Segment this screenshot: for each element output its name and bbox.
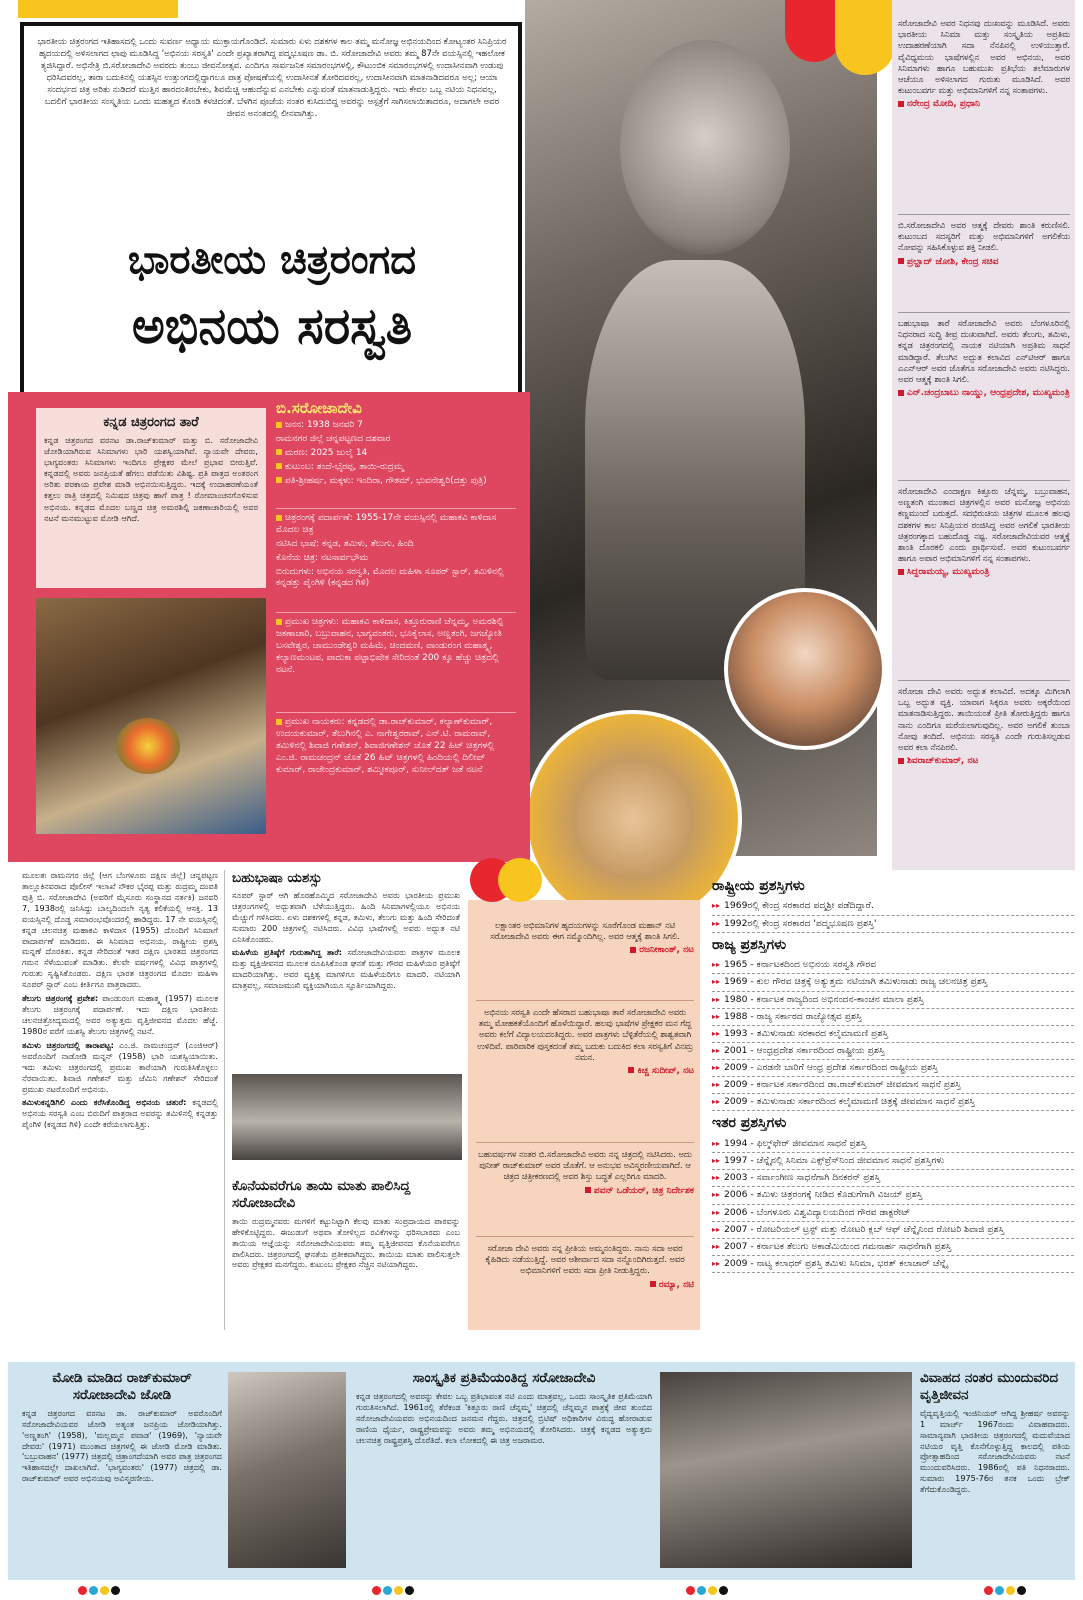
marriage-title: ವಿವಾಹದ ನಂತರ ಮುಂದುವರಿದ ವೃತ್ತಿಜೀವನ <box>920 1370 1059 1403</box>
footer-dots-2 <box>372 1586 416 1600</box>
arrow-icon: ▸▸ <box>712 1138 721 1148</box>
bullet-square-icon <box>276 719 282 725</box>
headline-line2: ಅಭಿನಯ ಸರಸ್ವತಿ <box>131 296 413 355</box>
quote-decor-yellow <box>498 858 542 902</box>
tribute-4 <box>898 486 1070 579</box>
award-row: ▸▸ 2006 - ತಮಿಳು ಚಿತ್ರರಂಗಕ್ಕೆ ನೀಡಿದ ಕೊಡುಗೆಗಾಗಿ ವಿಜಯ್ ಪ್ರಶಸ್ತಿ <box>712 1187 1074 1204</box>
arrow-icon: ▸▸ <box>712 918 721 928</box>
arrow-icon: ▸▸ <box>712 901 721 911</box>
tribute-2-attr: ಪ್ರಲ್ಹಾದ್ ಜೋಶಿ, ಕೇಂದ್ರ ಸಚಿವ <box>898 257 1070 269</box>
arrow-icon: ▸▸ <box>712 1258 721 1268</box>
award-row: ▸▸ 1997 - ಚೆನ್ನೈನಲ್ಲಿ ಸಿನಿಮಾ ಎಕ್ಸ್‌ಪ್ರೆಸ್‌ನಿಂದ ಜೀವಮಾನ ಸಾಧನೆ ಪ್ರಶಸ್ತಿಗಳು <box>712 1153 1074 1170</box>
culture-section <box>356 1370 652 1445</box>
arrow-icon: ▸▸ <box>712 1190 721 1200</box>
last-section-text: ತಾಯಿ ರುದ್ರಮ್ಮನವರು ಮಗಳಿಗೆ ಕಟ್ಟುನಿಟ್ಟಾಗಿ ಕೆಲವು ಮಾತು ಸಂಪ್ರದಾಯದ ಪಾಠವನ್ನು ಹೇಳಿಕೊಟ್ಟಿದ್ದರು. ಈಜುಡುಗೆ ಅಥವಾ ತೋಳಿಲ್ಲದ ರವಿಕೆಗಳನ್ನು ಧರಿಸಬಾರದು ಎಂಬ ತಾಯಿಯ ಆಜ್ಞೆಯನ್ನು ಸರೋಜಾದೇವಿಯವರು ತಮ್ಮ ವೃತ್ತಿಜೀವನದ ಕೊನೆಯವರೆಗೂ ಪಾಲಿಸಿದರು. ಚಿತ್ರರಂಗದಲ್ಲಿ ಘನತೆಯ ಪ್ರತೀಕವಾಗಿದ್ದರು. ತಾಯಿಯ ಮಾತು ಪಾಲಿಸುತ್ತಲೇ ಅವರು ಪ್ರೇಕ್ಷಕರ ಮನಗೆದ್ದರು. ಕುಟುಂಬ ಪ್ರೇಕ್ಷಕರ ನೆಚ್ಚಿನ ನಟಿಯಾಗಿದ್ದರು. <box>232 1215 460 1270</box>
bullet-square-icon <box>585 1187 591 1193</box>
quote-3-attr: ಪವನ್ ಒಡೆಯರ್, ಚಿತ್ರ ನಿರ್ದೇಶಕ <box>476 1186 694 1198</box>
tribute-5 <box>898 686 1070 768</box>
tribute-1-attr: ನರೇಂದ್ರ ಮೋದಿ, ಪ್ರಧಾನಿ <box>898 99 1070 111</box>
arrow-icon: ▸▸ <box>712 1097 721 1107</box>
bullet-square-icon <box>276 477 282 483</box>
quote-4-text: ಸರೋಜಾ ದೇವಿ ಅವರು ನನ್ನ ಪ್ರೀತಿಯ ಅಮ್ಮನಂತಿದ್ದರು. ನಾನು ಸದಾ ಅವರ ಕೈಹಿಡಿದು ನಡೆಯುತ್ತಿದ್ದೆ. ಅವರ ಆಶೀರ್ವಾದ ಸದಾ ನನ್ನೊಂದಿಗಿರುತ್ತದೆ. ಅವರ ಅಭಿಮಾನಿಗಳಿಗೆ ಅವರು ಸದಾ ಪ್ರೀತಿ ನೀಡುತ್ತಿದ್ದರು. <box>485 1243 685 1276</box>
bullet-square-icon <box>276 463 282 469</box>
national-awards-title: ರಾಷ್ಟ್ರೀಯ ಪ್ರಶಸ್ತಿಗಳು <box>712 878 805 894</box>
award-row: ▸▸ 2003 - ಸರ್ವಾಂಗೀಣ ಸಾಧನೆಗಾಗಿ ದಿನಕರನ್ ಪ್ರಶಸ್ತಿ <box>712 1170 1074 1187</box>
award-row: ▸▸ 2009 - ಕರ್ನಾಟಕ ಸರ್ಕಾರದಿಂದ ಡಾ.ರಾಜ್‌ಕುಮಾರ್ ಜೀವಮಾನ ಸಾಧನೆ ಪ್ರಶಸ್ತಿ <box>712 1077 1074 1094</box>
multilingual-heading-2: ಮಹಿಳೆಯ ಪ್ರತಿಷ್ಠೆಗೆ ಗುರುತಾಗಿದ್ದ ತಾರೆ: <box>232 947 343 958</box>
quote-1-text: ಲಕ್ಷಾಂತರ ಅಭಿಮಾನಿಗಳ ಹೃದಯಗಳನ್ನು ಸೂರೆಗೊಂಡ ಮಹಾನ್ ನಟಿ ಸರೋಜಾದೇವಿ ಅವರು ಈಗ ನಮ್ಮೊಂದಿಗಿಲ್ಲ. ಅವರ ಆತ್ಮಕ್ಕೆ ಶಾಂತಿ ಸಿಗಲಿ. <box>490 920 680 942</box>
pair-text: ಕನ್ನಡ ಚಿತ್ರರಂಗದ ವರನಟ ಡಾ. ರಾಜ್‌ಕುಮಾರ್ ಅವರೊಂದಿಗೆ ಸರೋಜಾದೇವಿಯವರ ಜೋಡಿ ಅತ್ಯಂತ ಜನಪ್ರಿಯ ಜೋಡಿಯಾಗಿತ್ತು. 'ಅಣ್ಣತಂಗಿ' (1958), 'ಮಲ್ಲಮ್ಮನ ಪವಾಡ' (1969), 'ನ್ಯಾಯವೇ ದೇವರು' (1971) ಮುಂತಾದ ಚಿತ್ರಗಳಲ್ಲಿ ಈ ಜೋಡಿ ಮೋಡಿ ಮಾಡಿತು. 'ಬಬ್ರುವಾಹನ' (1977) ಚಿತ್ರದಲ್ಲಿ ಚಿತ್ರಾಂಗದೆಯಾಗಿ ಅವರ ಪಾತ್ರ ಚಿತ್ರರಂಗದ ಇತಿಹಾಸದಲ್ಲೇ ದಾಖಲಾಗಿದೆ. 'ಭಾಗ್ಯವಂತರು' (1977) ಚಿತ್ರದಲ್ಲಿ ಡಾ. ರಾಜ್‌ಕುಮಾರ್ ಅವರ ಅಭಿನಯವು ಅವಿಸ್ಮರಣೀಯ. <box>22 1407 222 1484</box>
tribute-4-attr: ಸಿದ್ದರಾಮಯ್ಯ, ಮುಖ್ಯಮಂತ್ರಿ <box>898 567 1070 579</box>
group-event-photo <box>232 1074 462 1160</box>
kannada-star-box <box>36 408 266 588</box>
tribute-divider <box>898 214 1070 215</box>
felicitation-photo <box>36 598 266 834</box>
footer-dots-1 <box>78 1586 122 1600</box>
award-handover-photo <box>660 1372 912 1568</box>
tamil-text-2: ಕನ್ನಡದಲ್ಲಿ ಅಭಿನಯ ಸರಸ್ವತಿ ಎಂಬ ಬಿರುದಿಗೆ ಪಾತ್ರರಾದ ಅವರನ್ನು ತಮಿಳಿನಲ್ಲಿ ಕನ್ನಡತ್ತು ಪೈಂಗಿಳಿ (ಕನ್ನಡದ ಗಿಳಿ) ಎಂದೇ ಕರೆಯಲಾಗುತ್ತಿತ್ತು. <box>22 1097 218 1130</box>
quote-4-attr: ರಮ್ಯಾ, ನಟಿ <box>476 1280 694 1292</box>
tribute-3-text: ಬಹುಭಾಷಾ ತಾರೆ ಸರೋಜಾದೇವಿ ಅವರು ಬೆಂಗಳೂರಿನಲ್ಲಿ ನಿಧನರಾದ ಸುದ್ದಿ ತೀವ್ರ ದುಃಖವಾಗಿದೆ. ಅವರು ತೆಲುಗು, ತಮಿಳು, ಕನ್ನಡ ಚಿತ್ರರಂಗದಲ್ಲಿ ನಾಯಕ ನಟಿಯಾಗಿ ಅಪ್ರತಿಮ ಸಾಧನೆ ಮಾಡಿದ್ದಾರೆ. ತೆಲುಗಿನ ಅದ್ಭುತ ಕಲಾವಿದ ಎನ್‌ಟಿಆರ್ ಹಾಗೂ ಎಎನ್‌ಆರ್ ಅವರ ಜೊತೆಗೂ ಸರೋಜಾದೇವಿ ಅವರು ನಟಿಸಿದ್ದರು. ಅವರ ಆತ್ಮಕ್ಕೆ ಶಾಂತಿ ಸಿಗಲಿ. <box>898 318 1070 384</box>
multilingual-title: ಬಹುಭಾಷಾ ಯಶಸ್ಸು <box>232 870 323 886</box>
state-awards-title: ರಾಜ್ಯ ಪ್ರಶಸ್ತಿಗಳು <box>712 936 787 953</box>
award-row: ▸▸ 1969 - ಕುಲ ಗೌರವ ಚಿತ್ರಕ್ಕೆ ಅತ್ಯುತ್ತಮ ನಟಿಯಾಗಿ ತಮಿಳುನಾಡು ರಾಜ್ಯ ಚಲನಚಿತ್ರ ಪ್ರಶಸ್ತಿ <box>712 974 1074 991</box>
award-row: ▸▸ 1969ರಲ್ಲಿ ಕೇಂದ್ರ ಸರಕಾರದ ಪದ್ಮಶ್ರೀ ಪಡೆದಿದ್ದಾರೆ. <box>712 898 1074 915</box>
award-row: ▸▸ 1993 - ತಮಿಳುನಾಡು ಸರಕಾರದ ಕಲೈಮಾಮಣಿ ಪ್ರಶಸ್ತಿ <box>712 1026 1074 1043</box>
tamil-heading: ತಮಿಳು ಚಿತ್ರರಂಗದಲ್ಲಿ ತಾರಾಪಟ್ಟ: <box>22 1039 114 1050</box>
tribute-4-text: ಸರೋಜಾದೇವಿ ಎಂದಾಕ್ಷಣ ಕಿತ್ತೂರು ಚೆನ್ನಮ್ಮ, ಬಬ್ರುವಾಹನ, ಅಣ್ಣತಂಗಿ ಮುಂತಾದ ಚಿತ್ರಗಳಲ್ಲಿನ ಅವರ ಮನೋಜ್ಞ ಅಭಿನಯ ಕಣ್ಣಮುಂದೆ ಬರುತ್ತದೆ. ಸದಭಿರುಚಿಯ ಚಿತ್ರಗಳ ಮೂಲಕ ಹಲವು ದಶಕಗಳ ಕಾಲ ಸಿನಿಪ್ರಿಯರ ರಂಜಿಸಿದ್ದ ಅವರ ಅಗಲಿಕೆ ಭಾರತೀಯ ಚಿತ್ರರಂಗಕ್ಕಾದ ಬಹುದೊಡ್ಡ ನಷ್ಟ. ಸರೋಜಾದೇವಿಯವರ ಆತ್ಮಕ್ಕೆ ಶಾಂತಿ ದೊರಕಲಿ ಎಂದು ಪ್ರಾರ್ಥಿಸುವೆ. ಅವರ ಕುಟುಂಬವರ್ಗ ಹಾಗೂ ಅಪಾರ ಅಭಿಮಾನಿಗಳಿಗೆ ನನ್ನ ಸಂತಾಪಗಳು. <box>898 486 1070 564</box>
tribute-divider <box>898 680 1070 681</box>
bullet-square-icon <box>898 101 904 107</box>
multilingual-column <box>232 870 460 991</box>
quote-2-attr: ಕಿಚ್ಚ ಸುದೀಪ್, ನಟ <box>476 1066 694 1078</box>
arrow-icon: ▸▸ <box>712 977 721 987</box>
awards-column <box>712 874 1074 1273</box>
other-awards-title: ಇತರ ಪ್ರಶಸ್ತಿಗಳು <box>712 1115 787 1132</box>
profile-costars: ಪ್ರಮುಖ ನಾಯಕರು: ಕನ್ನಡದಲ್ಲಿ ಡಾ.ರಾಜ್‌ಕುಮಾರ್, ಕಲ್ಯಾಣ್‌ಕುಮಾರ್, ಉದಯಕುಮಾರ್, ತೆಲುಗಿನಲ್ಲಿ ಎ. ನಾಗೇಶ್ವರರಾವ್, ಎನ್.ಟಿ. ರಾಮರಾವ್, ತಮಿಳಿನಲ್ಲಿ ಶಿವಾಜಿ ಗಣೇಶನ್, ಶಿವಾಜಿಗಣೇಶನ್ ಜೊತೆ 22 ಹಿಟ್ ಚಿತ್ರಗಳಲ್ಲಿ ಎಂ.ಜಿ. ರಾಮಚಂದ್ರನ್ ಜೊತೆ 26 ಹಿಟ್ ಚಿತ್ರಗಳಲ್ಲಿ ಹಿಂದಿಯಲ್ಲಿ ದಿಲೀಪ್ ಕುಮಾರ್, ರಾಜೇಂದ್ರಕುಮಾರ್, ಶಮ್ಮೀಕಪೂರ್, ಸುನೀಲ್‌ದತ್ ಜತೆ ನಟನೆ <box>276 712 516 776</box>
tribute-2-text: ಬಿ.ಸರೋಜಾದೇವಿ ಅವರ ಆತ್ಮಕ್ಕೆ ದೇವರು ಶಾಂತಿ ಕರುಣಿಸಲಿ. ಕುಟುಂಬದ ಸದಸ್ಯರಿಗೆ ಮತ್ತು ಅಭಿಮಾನಿಗಳಿಗೆ ಅಗಲಿಕೆಯ ನೋವನ್ನು ಸಹಿಸಿಕೊಳ್ಳುವ ಶಕ್ತಿ ನೀಡಲಿ. <box>898 220 1070 253</box>
tribute-divider <box>898 480 1070 481</box>
tribute-5-attr: ಶಿವರಾಜ್‌ಕುಮಾರ್, ನಟ <box>898 756 1070 768</box>
telugu-heading: ತೆಲುಗು ಚಿತ್ರರಂಗಕ್ಕೆ ಪ್ರವೇಶ: <box>22 993 99 1004</box>
award-row: ▸▸ 1988 - ರಾಜ್ಯ ಸರ್ಕಾರದ ರಾಜ್ಯೋತ್ಸವ ಪ್ರಶಸ್ತಿ <box>712 1009 1074 1026</box>
tribute-divider <box>898 312 1070 313</box>
pair-section <box>22 1370 222 1484</box>
profile-films: ಪ್ರಮುಖ ಚಿತ್ರಗಳು: ಮಹಾಕವಿ ಕಾಳಿದಾಸ, ಕಿತ್ತೂರುರಾಣಿ ಚೆನ್ನಮ್ಮ, ಅಮರಶಿಲ್ಪಿ ಜಕಣಾಚಾರಿ, ಬಬ್ರುವಾಹನ, ಭಾಗ್ಯವಂತರು, ಭೂಕೈಲಾಸ, ಅಣ್ಣತಂಗಿ, ಜಗಜ್ಯೋತಿ ಬಸವೇಶ್ವರ, ಚಾಮುಂಡೇಶ್ವರಿ ಮಹಿಮೆ, ಚಿಂದಮಣಿ, ಪಾಂಡುರಂಗ ಮಹಾತ್ಮ್ಯ, ಕಲ್ಯಾಣಮಂಟಪ, ಪಾದುಕಾ ಪಟ್ಟಾಭಿಷೇಕ ಸೇರಿದಂತೆ 200 ಕ್ಕೂ ಹೆಚ್ಚು ಚಿತ್ರದಲ್ಲಿ ನಟನೆ. <box>276 612 516 676</box>
arrow-icon: ▸▸ <box>712 1173 721 1183</box>
quote-2-text: ಅಭಿನಯ ಸರಸ್ವತಿ ಎಂದೇ ಹೆಸರಾದ ಬಹುಭಾಷಾ ತಾರೆ ಸರೋಜಾದೇವಿ ಅವರು ತಮ್ಮ ಮೋಹಕತೆಯೊಂದಿಗೆ ಹೊಳೆಯಿದ್ದಾರೆ. ಹಲವು ಭಾಷೆಗಳ ಪ್ರೇಕ್ಷಕರ ಮನ ಗೆದ್ದ ಅವರು ಕಲೆಗೆ ವಿದ್ಯಾಲಯದಂತಿದ್ದರು. ಅವರ ಪಾತ್ರಗಳು ಬೆಳ್ಳಿತೆರೆಯಲ್ಲಿ ಶಾಶ್ವತವಾಗಿ ಉಳಿದಿವೆ. ಪಾರಿವಾರಿಕ ಪುಸ್ತಕದಂತೆ ತಮ್ಮ ಬದುಕು ಬದುಕಿದ ಕಲಾ ಸರಸ್ವತಿಗೆ ವಿನಮ್ರ ನಮನ. <box>477 1007 693 1062</box>
telugu-text: ಪಾಂಡುರಂಗ ಮಹಾತ್ಮ್ಯ (1957) ಮೂಲಕ ತೆಲುಗು ಚಿತ್ರರಂಗಕ್ಕೆ ಪದಾರ್ಪಣೆ. ಇದು ದಕ್ಷಿಣ ಭಾರತೀಯ ಚಲನಚಿತ್ರೋದ್ಯಮದಲ್ಲಿ ಅವರ ಅತ್ಯುತ್ತಮ ವೃತ್ತಿಜೀವನದ ಮೊದಲ ಹೆಜ್ಜೆ. 1980ರ ವರೆಗೆ ಯಶಸ್ವಿ ತೆಲುಗು ಚಿತ್ರಗಳಲ್ಲಿ ನಟನೆ. <box>22 993 218 1036</box>
headline-line1: ಭಾರತೀಯ ಚಿತ್ರರಂಗದ <box>127 236 417 283</box>
last-section-title: ಕೊನೆಯವರೆಗೂ ತಾಯಿ ಮಾತು ಪಾಲಿಸಿದ್ದ ಸರೋಜಾದೇವಿ <box>232 1178 411 1211</box>
kannada-star-text: ಕನ್ನಡ ಚಿತ್ರರಂಗದ ವರನಟ ಡಾ.ರಾಜ್‌ಕುಮಾರ್ ಮತ್ತು ಬಿ. ಸರೋಜಾದೇವಿ ಜೋಡಿಯಾಗಿರುವ ಸಿನಿಮಾಗಳು ಭಾರಿ ಯಶಸ್ವಿಯಾಗಿವೆ. ನ್ಯಾಯವೇ ದೇವರು, ಭಾಗ್ಯವಂತರು ಸಿನಿಮಾಗಳು ಇಂದಿಗೂ ಪ್ರೇಕ್ಷಕರ ಮೇಲೆ ಪ್ರಭಾವ ಬೀರುತ್ತಿವೆ. ಕನ್ನಡದಲ್ಲಿ ಅವರು ಜನಪ್ರಿಯತೆ ಹೆಗಲು ಪಡೆಯಿತು ವಿಶಿಷ್ಟ. ಪ್ರತಿ ಪಾತ್ರದ ಅಂತರಂಗ ಅರಿತು ಪರಕಾಯ ಪ್ರವೇಶ ಮಾಡಿ ಅಭಿನಯಿಸುತ್ತಿದ್ದರು. ಇದಕ್ಕೆ ಉದಾಹರಣೆಯಂತೆ ಕತ್ತಲು ರಾತ್ರಿ ಚಿತ್ರದಲ್ಲಿ ನಿಮಿಷದ ಚಿತ್ರವು ಹಾಗೆ ಪಾತ್ರ ! ರೋಮಾಂಚನಗೊಳಿಸುವ ಅಭಿನಯ. ಕನ್ನಡದ ಮೊದಲ ಬಣ್ಣದ ಚಿತ್ರ ಅಮರಶಿಲ್ಪಿ ಜಕಣಾಚಾರಿಯಲ್ಲಿ ಅವರ ನಟನೆ ಮನಮುಟ್ಟುವ ಮೋಡಿ ಆಗಿದೆ. <box>44 435 258 523</box>
award-row: ▸▸ 1980 - ಕರ್ನಾಟಕ ರಾಜ್ಯದಿಂದ ಅಭಿನಂದನ-ಕಾಂಚನ ಮಾಲಾ ಪ್ರಶಸ್ತಿ <box>712 992 1074 1009</box>
quote-3 <box>476 1142 694 1197</box>
award-row: ▸▸ 2009 - ತಮಿಳುನಾಡು ಸರ್ಕಾರದಿಂದ ಕಲೈಮಾಮಣಿ ಚಿತ್ರಕ್ಕೆ ಜೀವಮಾನ ಸಾಧನೆ ಪ್ರಶಸ್ತಿ <box>712 1094 1074 1111</box>
young-actress-photo <box>228 1372 346 1568</box>
tribute-1-text: ಸರೋಜಾದೇವಿ ಅವರ ನಿಧನವು ದುಃಖವನ್ನು ಮೂಡಿಸಿದೆ. ಅವರು ಭಾರತೀಯ ಸಿನಿಮಾ ಮತ್ತು ಸಂಸ್ಕೃತಿಯ ಅಪ್ರತಿಮ ಉದಾಹರಣೆಯಾಗಿ ಸದಾ ನೆನಪಿನಲ್ಲಿ ಉಳಿಯುತ್ತಾರೆ. ವೈವಿಧ್ಯಮಯ ಭಾಷೆಗಳಲ್ಲಿನ ಅವರ ಅಭಿನಯ, ಅವರ ಸಿನಿಮಾಗಳು ಹಾಗೂ ಬಹುಮುಖ ಪ್ರತಿಭೆಯ ತಲೆಮಾರುಗಳ ಆಚೆಯೂ ಅಳಿಸಲಾಗದ ಗುರುತು ಮೂಡಿಸಿದೆ. ಅವರ ಕುಟುಂಬವರ್ಗ ಮತ್ತು ಅಭಿಮಾನಿಗಳಿಗೆ ನನ್ನ ಸಂತಾಪಗಳು. <box>898 18 1070 96</box>
bullet-square-icon <box>276 515 282 521</box>
young-portrait-photo <box>724 588 886 750</box>
profile-facts: ಜನನ: 1938 ಜನವರಿ 7 ರಾಮನಗರ ಜಿಲ್ಲೆ ಚನ್ನಪಟ್ಟಣದ ದಶವಾರ ಮರಣ: 2025 ಜುಲೈ 14 ಕುಟುಂಬ: ತಂದೆ-ಭೈರಪ್ಪ, ತಾಯಿ-ರುದ್ರಮ್ಮ ಪತಿ-ಶ್ರೀಹರ್ಷ, ಮಕ್ಕಳು: ಇಂದಿರಾ, ಗೌತಮ್, ಭುವನೇಶ್ವರಿ(ದತ್ತು ಪುತ್ರಿ) <box>276 420 487 486</box>
decor-yellow-circle <box>835 0 895 75</box>
bullet-square-icon <box>898 758 904 764</box>
marriage-section <box>920 1370 1070 1495</box>
bullet-square-icon <box>898 258 904 264</box>
pair-title: ಮೋಡಿ ಮಾಡಿದ ರಾಜ್‌ಕುಮಾರ್ ಸರೋಜಾದೇವಿ ಜೋಡಿ <box>52 1370 192 1403</box>
bullet-square-icon <box>276 449 282 455</box>
bullet-square-icon <box>628 1067 634 1073</box>
award-row: ▸▸ 2007 - ಕರ್ನಾಟಕ ತೆಲುಗು ಅಕಾಡೆಮಿಯಿಂದ ಗಮನಾರ್ಹ ಸಾಧನೆಗಾಗಿ ಪ್ರಶಸ್ತಿ <box>712 1239 1074 1256</box>
footer-dots-4 <box>984 1586 1028 1600</box>
arrow-icon: ▸▸ <box>712 994 721 1004</box>
bullet-square-icon <box>898 569 904 575</box>
arrow-icon: ▸▸ <box>712 1207 721 1217</box>
quote-4 <box>476 1236 694 1291</box>
biography-text: ಮೂಲತಃ ರಾಮನಗರ ಜಿಲ್ಲೆ (ಆಗ ಬೆಂಗಳೂರು ದಕ್ಷಿಣ ಜಿಲ್ಲೆ) ಚನ್ನಪಟ್ಟಣ ತಾಲ್ಲೂಕಿನವರಾದ ಪೊಲೀಸ್ ಇಲಾಖೆ ನೌಕರ ಭೈರಪ್ಪ ಮತ್ತು ರುದ್ರಮ್ಮ ದಂಪತಿ ಪುತ್ರಿ ಬಿ. ಸರೋಜಾದೇವಿ (ಅವರಿಗೆ ಮೈಸೂರು ಸಂಸ್ಥಾನದ ನರ್ತಕಿ) ಜನವರಿ 7, 1938ರಲ್ಲಿ ಜನಿಸಿದ್ದು ಬಾಲ್ಯದಿಂದಲೇ ನೃತ್ಯ ಕಲಿಕೆಯಲ್ಲಿ ಆಸಕ್ತಿ. 13 ವಯಸ್ಸಿನಲ್ಲಿ ದೊಡ್ಡ ಸಮಾರಂಭವೊಂದರಲ್ಲಿ ಹಾಡಿದ್ದರು. 17 ನೇ ವಯಸ್ಸಿನಲ್ಲಿ ಕನ್ನಡ ಚಲನಚಿತ್ರ ಮಹಾಕವಿ ಕಾಳಿದಾಸ (1955) ದೊಂದಿಗೆ ಸಿನಿಮಾಗೆ ಪಾದಾರ್ಪಣೆ ಮಾಡಿದರು. ಈ ಸಿನಿಮಾದ ಅಭಿನಯ, ರಾಷ್ಟ್ರೀಯ ಪ್ರಶಸ್ತಿ ಮನ್ನಣೆ ದೊರಕಿತು. ಕನ್ನಡ ಸೇರಿದಂತೆ ಇತರ ದಕ್ಷಿಣ ಭಾರತದ ಚಿತ್ರರಂಗದ ಗಮನ ಸೆಳೆಯುವಂತೆ ಮಾಡಿತು. ಕೆಲವೇ ವರ್ಷಗಳಲ್ಲಿ ವಿವಿಧ ಪಾತ್ರಗಳಲ್ಲಿ ಗುರುತು ಸೃಷ್ಟಿಸಿಕೊಂಡರು. ದಕ್ಷಿಣ ಭಾರತ ಚಿತ್ರರಂಗದ ಮೊದಲ ಮಹಿಳಾ ಸೂಪರ್ ಸ್ಟಾರ್ ಎಂಬ ಕೀರ್ತಿಗೂ ಪಾತ್ರರಾದರು. <box>22 870 218 990</box>
award-row: ▸▸ 1965 - ಕರ್ನಾಟಕದಿಂದ ಅಭಿನಯ ಸರಸ್ವತಿ ಗೌರವ <box>712 957 1074 974</box>
footer-dots-3 <box>686 1586 730 1600</box>
arrow-icon: ▸▸ <box>712 1011 721 1021</box>
last-section <box>232 1178 460 1270</box>
kannada-star-title: ಕನ್ನಡ ಚಿತ್ರರಂಗದ ತಾರೆ <box>103 415 199 430</box>
tamil-heading-2: ತಮಿಳುಕನ್ನಡಿಗಿಲಿ ಎಂದು ಕರೆಸಿಕೊಂಡಿದ್ದ ಅಭಿನಯ ಚತುರೆ: <box>22 1097 187 1108</box>
bullet-square-icon <box>650 1281 656 1287</box>
marriage-text: ವೈದ್ಯವೃತ್ತಿಯಲ್ಲಿ ಇಂಜಿನಿಯರ್ ಆಗಿದ್ದ ಶ್ರೀಹರ್ಷ ಅವರನ್ನು 1 ಮಾರ್ಚ್ 1967ರಂದು ವಿವಾಹವಾದರು. ಸಾಮಾನ್ಯವಾಗಿ ಭಾರತೀಯ ಚಿತ್ರರಂಗದಲ್ಲಿ ಮದುವೆಯಾದ ನಟಿಯರ ವೃತ್ತಿ ಕೊನೆಗೊಳ್ಳುತ್ತಿದ್ದ ಕಾಲದಲ್ಲಿ ಪತಿಯ ಪ್ರೋತ್ಸಾಹದಿಂದ ಸರೋಜಾದೇವಿಯವರು ನಟನೆ ಮುಂದುವರಿಸಿದರು. 1986ರಲ್ಲಿ ಪತಿ ನಿಧನರಾದರು. ಸುಮಾರು 1975-76ರ ತನಕ ಒಂದು ಬ್ರೇಕ್ ತೆಗೆದುಕೊಂಡಿದ್ದರು. <box>920 1407 1070 1495</box>
multilingual-text-2: ಸರೋಜಾದೇವಿಯವರು ಪಾತ್ರಗಳ ಮೂಲಕ ಮತ್ತು ವ್ಯಕ್ತಿಜೀವನದ ಮೂಲಕ ರೂಪಿಸಿಕೊಂಡ ಘನತೆ ಮತ್ತು ಗೌರವ ಮಹಿಳೆಯರ ಪ್ರತಿಷ್ಠೆಗೆ ಮಾದರಿಯಾಗಿತ್ತು. ಅವರ ವ್ಯಕ್ತಿತ್ವ ಮಾಗಳಿಗೂ ಮಹಿಳೆಯರಿಗೂ ಮಾದರಿ. ನಟಿಯಾಗಿ ಮಾತ್ರವಲ್ಲ, ಸಮಾಜಮುಖಿ ವ್ಯಕ್ತಿಯಾಗಿಯೂ ಸ್ಫೂರ್ತಿಯಾಗಿದ್ದರು. <box>232 947 460 991</box>
award-row: ▸▸ 2009 - ಎರಡನೇ ಬಾರಿಗೆ ಆಂಧ್ರ ಪ್ರದೇಶ ಸರ್ಕಾರದಿಂದ ರಾಷ್ಟ್ರೀಯ ಪ್ರಶಸ್ತಿ <box>712 1060 1074 1077</box>
award-row: ▸▸ 2007 - ರೋಟರಿಯಲ್ ಟ್ರಸ್ಟ್ ಮತ್ತು ರೋಟರಿ ಕ್ಲಬ್ ಆಫ್ ಚೆನ್ನೈನಿಂದ ರೋಟರಿ ಶಿವಾಜಿ ಪ್ರಶಸ್ತಿ <box>712 1222 1074 1239</box>
multilingual-text: ಸೂಪರ್ ಸ್ಟಾರ್ ಆಗಿ ಹೊರಹೊಮ್ಮಿದ ಸರೋಜಾದೇವಿ ಅವರು ಭಾರತೀಯ ಪ್ರಮುಖ ಚಿತ್ರರಂಗಗಳಲ್ಲಿ ಅದ್ಭುತವಾಗಿ ಬೆಳೆಯುತ್ತಿದ್ದರು. ಹಿಂದಿ ಸಿನಿಮಾಗಳಲ್ಲಿಯೂ ಅಭಿನಯ ಮೆಚ್ಚುಗೆ ಗಳಿಸಿದರು. ಏಳು ದಶಕಗಳಲ್ಲಿ ಕನ್ನಡ, ತಮಿಳು, ತೆಲುಗು ಮತ್ತು ಹಿಂದಿ ಸೇರಿದಂತೆ ಸುಮಾರು 200 ಚಿತ್ರಗಳಲ್ಲಿ ನಟಿಸಿದರು. ವಿವಿಧ ಭಾಷೆಗಳಲ್ಲಿ ಅವರು ಅದ್ಭುತ ನಟಿ ಎನಿಸಿಕೊಂಡರು. <box>232 889 460 944</box>
arrow-icon: ▸▸ <box>712 1028 721 1038</box>
arrow-icon: ▸▸ <box>712 1241 721 1251</box>
arrow-icon: ▸▸ <box>712 1063 721 1073</box>
tamil-text: ಎಂ.ಜಿ. ರಾಮಚಂದ್ರನ್ (ಎಂಜಿಆರ್) ಅವರೊಂದಿಗೆ ನಾಡೋಡಿ ಮನ್ನನ್ (1958) ಭಾರಿ ಯಶಸ್ವಿಯಾಯಿತು. ಇದು ತಮಿಳು ಚಿತ್ರರಂಗದಲ್ಲಿ ಪ್ರಮುಖ ತಾರೆಯಾಗಿ ಗುರುತಿಸಿಕೊಳ್ಳಲು ನೆರವಾಯಿತು. ಶಿವಾಜಿ ಗಣೇಶನ್ ಮತ್ತು ಜೆಮಿನಿ ಗಣೇಶನ್ ಸೇರಿದಂತೆ ಪ್ರಮುಖ ನಟರೊಂದಿಗೆ ಅಭಿನಯ. <box>22 1039 219 1094</box>
bullet-square-icon <box>898 390 904 396</box>
biography-column <box>22 870 218 1332</box>
award-row: ▸▸ 2009 - ನಾಟ್ಯ ಕಲಾಧರ್ ಪ್ರಶಸ್ತಿ ತಮಿಳು ಸಿನಿಮಾ, ಭರತ್ ಕಲಾಚಾರ್ ಚೆನ್ನೈ <box>712 1256 1074 1273</box>
arrow-icon: ▸▸ <box>712 1080 721 1090</box>
arrow-icon: ▸▸ <box>712 1224 721 1234</box>
arrow-icon: ▸▸ <box>712 1045 721 1055</box>
award-row: ▸▸ 2006 - ಬೆಂಗಳೂರು ವಿಶ್ವವಿದ್ಯಾಲಯದಿಂದ ಗೌರವ ಡಾಕ್ಟರೇಟ್ <box>712 1205 1074 1222</box>
quote-2 <box>476 1000 694 1078</box>
quote-1 <box>476 920 694 957</box>
tribute-5-text: ಸರೋಜಾ ದೇವಿ ಅವರು ಅದ್ಭುತ ಕಲಾವಿದೆ. ಅದಕ್ಕೂ ಮಿಗಿಲಾಗಿ ಒಬ್ಬ ಅದ್ಭುತ ವ್ಯಕ್ತಿ. ಯಾವಾಗ ಸಿಕ್ಕರೂ ಅವರು ಅಕ್ಕರೆಯಿಂದ ಮಾತನಾಡಿಸುತ್ತಿದ್ದರು. ತಾಯಿಯಂತೆ ಪ್ರೀತಿ ತೋರುತ್ತಿದ್ದರು ಹಾಗೂ ನಾನು ಎಂದಿಗೂ ಮರೆಯಲಾಗುವುದಿಲ್ಲ. ಅವರ ಅಗಲಿಕೆ ತುಂಬಾ ನೋವು ತಂದಿದೆ. ಅಭಿನಯ ಸರಸ್ವತಿ ಎಂದೇ ಗುರುತಿಸಲ್ಪಡುವ ಅವರ ಕಲಾ ನೆನಪಿರಲಿ. <box>898 686 1070 752</box>
tribute-1 <box>898 18 1070 111</box>
arrow-icon: ▸▸ <box>712 1156 721 1166</box>
column-divider <box>224 870 225 1330</box>
arrow-icon: ▸▸ <box>712 960 721 970</box>
award-row: ▸▸ 1992ರಲ್ಲಿ ಕೇಂದ್ರ ಸರಕಾರದ 'ಪದ್ಮಭೂಷಣ ಪ್ರಶಸ್ತಿ' <box>712 916 1074 933</box>
quote-1-attr: ರಜನೀಕಾಂತ್, ನಟ <box>476 945 694 957</box>
award-ceremony-photo <box>524 710 742 928</box>
bullet-square-icon <box>630 947 636 953</box>
bullet-square-icon <box>276 422 282 428</box>
culture-title: ಸಾಂಸ್ಕೃತಿಕ ಪ್ರತಿಮೆಯಂತಿದ್ದ ಸರೋಜಾದೇವಿ <box>412 1370 596 1386</box>
culture-text: ಕನ್ನಡ ಚಿತ್ರರಂಗದಲ್ಲಿ ಅವರನ್ನು ಕೇವಲ ಒಬ್ಬ ಪ್ರತಿಭಾವಂತ ನಟಿ ಎಂದು ಮಾತ್ರವಲ್ಲ, ಒಂದು ಸಾಂಸ್ಕೃತಿಕ ಪ್ರತಿಮೆಯಾಗಿ ಗುರುತಿಸಲಾಗಿದೆ. 1961ರಲ್ಲಿ ತೆರೆಕಂಡ 'ಕಿತ್ತೂರು ರಾಣಿ ಚೆನ್ನಮ್ಮ' ಚಿತ್ರದಲ್ಲಿ ಚೆನ್ನಮ್ಮನ ಪಾತ್ರಕ್ಕೆ ಜೀವ ತುಂಬಿದ ಸರೋಜಾದೇವಿಯವರು ಅಭಿನಯದಿಂದ ಜನಮನ ಗೆದ್ದರು. ಚಿತ್ರದಲ್ಲಿ ಬ್ರಿಟಿಷ್ ಅಧಿಕಾರಿಗಳ ವಿರುದ್ಧ ಹೋರಾಡುವ ರಾಣಿಯ ಧೈರ್ಯ, ರಾಷ್ಟ್ರಪ್ರೇಮವನ್ನು ಅವರು ತಮ್ಮ ಅಭಿನಯದಲ್ಲಿ ತೋರಿಸಿದರು. ಚಿತ್ರಕ್ಕೆ ಕನ್ನಡದ ಅತ್ಯುತ್ತಮ ಚಲನಚಿತ್ರ ರಾಷ್ಟ್ರಪ್ರಶಸ್ತಿ ದೊರೆತಿದೆ. ಕಲಾ ಲೋಕದಲ್ಲಿ ಈ ಚಿತ್ರ ಅಜರಾಮರ. <box>356 1390 652 1445</box>
intro-text: ಭಾರತೀಯ ಚಿತ್ರರಂಗದ ಇತಿಹಾಸದಲ್ಲಿ ಒಂದು ಸುವರ್ಣ ಅಧ್ಯಾಯ ಮುಕ್ತಾಯಗೊಂಡಿದೆ. ಸುಮಾರು ಏಳು ದಶಕಗಳ ಕಾಲ ತಮ್ಮ ಮನೋಜ್ಞ ಅಭಿನಯದಿಂದ ಕೋಟ್ಯಂತರ ಸಿನಿಪ್ರಿಯರ ಹೃದಯದಲ್ಲಿ ಅಳಿಸಲಾಗದ ಛಾಪು ಮೂಡಿಸಿದ್ದ 'ಅಭಿನಯ ಸರಸ್ವತಿ' ಎಂದೇ ಪ್ರಖ್ಯಾತರಾಗಿದ್ದ ಪದ್ಮಭೂಷಣ ಡಾ. ಬಿ. ಸರೋಜಾದೇವಿ ಅವರು ತಮ್ಮ 87ನೇ ವಯಸ್ಸಿನಲ್ಲಿ ಇಹಲೋಕ ತ್ಯಜಿಸಿದ್ದಾರೆ. ಅಭಿನೇತ್ರಿ ಬಿ.ಸರೋಜಾದೇವಿ ಅವರದು ತುಂಬು ಜೀವನೋತ್ಸವ. ಎಂದಿಗೂ ಸಾರ್ವಜನಿಕ ಸಮಾರಂಭಗಳಲ್ಲಿ, ಕೌಟುಂಬಿಕ ಸಮಾರಂಭಗಳಲ್ಲಿ ಉದಾಸೀನವಾಗಿ ಉಡುಪು ಧರಿಸಿದವರಲ್ಲ, ತಾರಾ ಬದುಕಿನಲ್ಲಿ ಯಶಸ್ಸಿನ ಉತ್ತುಂಗದಲ್ಲಿದ್ದಾಗಲೂ ಪಾತ್ರ ಪೋಷಣೆಯಲ್ಲಿ ಉದಾಸೀನತೆ ತೋರಿದವರಲ್ಲ, ಉದಾಸೀನವಾಗಿ ಮಾತನಾಡಿದವರೂ ಅಲ್ಲ; ಆಯಾ ಸಂದರ್ಭದ ಚಿತ್ರ ಅರಿತು ನುಡಿದರೆ ಮುತ್ತಿನ ಹಾರದಂತಿರಬೇಕು, ಶಿವಮೆಚ್ಚಿ ಆಹುದೆನ್ನುವ ಎನಬೇಕು ಎನ್ನುವಂತೆ ಮಾತನಾಡುತ್ತಿದ್ದರು. ಇದು ಕೇವಲ ಒಬ್ಬ ನಟಿಯ ನಿಧನವಲ್ಲ, ಬದಲಿಗೆ ಭಾರತೀಯ ಸಂಸ್ಕೃತಿಯ ಒಂದು ಮಹತ್ವದ ಕೊಂಡಿ ಕಳಚಿದಂತೆ. ಬೆಳಗಿನ ಪೂಜೆಯ ನಂತರ ಕುಸಿದುಬಿದ್ದ ಅವರನ್ನು ಆಸ್ಪತ್ರೆಗೆ ಸಾಗಿಸಲಾಯಿತಾದರೂ, ಅದಾಗಲೇ ಅವರ ಜೀವನ ಅನಂತದಲ್ಲಿ ಲೀನವಾಗಿತ್ತು. <box>37 37 507 120</box>
tribute-2 <box>898 220 1070 268</box>
award-row: ▸▸ 1994 - ಫಿಲ್ಮ್‌ಫೇರ್ ಜೀವಮಾನ ಸಾಧನೆ ಪ್ರಶಸ್ತಿ <box>712 1136 1074 1153</box>
tribute-3-attr: ಎನ್.ಚಂದ್ರಬಾಬು ನಾಯ್ಡು, ಆಂಧ್ರಪ್ರದೇಶ, ಮುಖ್ಯಮಂತ್ರಿ <box>898 388 1070 400</box>
top-left-yellow-strip <box>18 0 178 18</box>
award-row: ▸▸ 2001 - ಆಂಧ್ರಪ್ರದೇಶ ಸರ್ಕಾರದಿಂದ ರಾಷ್ಟ್ರೀಯ ಪ್ರಶಸ್ತಿ <box>712 1043 1074 1060</box>
tribute-3 <box>898 318 1070 400</box>
profile-career: ಚಿತ್ರರಂಗಕ್ಕೆ ಪದಾರ್ಪಣೆ: 1955-17ನೇ ವಯಸ್ಸಿನಲ್ಲಿ ಮಹಾಕವಿ ಕಾಳಿದಾಸ ಮೊದಲ ಚಿತ್ರ ನಟಿಸಿದ ಭಾಷೆ: ಕನ್ನಡ, ತಮಿಳು, ತೆಲುಗು, ಹಿಂದಿ ಕೊನೆಯ ಚಿತ್ರ: ನಟಸಾರ್ವಭೌಮ ಬಿರುದುಗಳು: ಅಭಿನಯ ಸರಸ್ವತಿ, ಮೊದಲ ಮಹಿಳಾ ಸೂಪರ್ ಸ್ಟಾರ್, ತಮಿಳಿನಲ್ಲಿ ಕನ್ನಡತ್ತು ಪೈಂಗಿಳಿ (ಕನ್ನಡದ ಗಿಳಿ) <box>276 508 516 592</box>
bullet-square-icon <box>276 619 282 625</box>
quote-3-text: ಬಹುವರ್ಷಗಳ ನಂತರ ಬಿ.ಸರೋಜಾದೇವಿ ಅವರು ನನ್ನ ಚಿತ್ರದಲ್ಲಿ ನಟಿಸಿದರು. ಅದು ಪುನೀತ್ ರಾಜ್‌ಕುಮಾರ್ ಅವರ ಜೊತೆಗೆ. ಆ ಅನುಭವ ಅವಿಸ್ಮರಣೀಯವಾಗಿದೆ. ಆ ಚಿತ್ರದ ಚಿತ್ರೀಕರಣದಲ್ಲಿ ಅವರ ಶಿಸ್ತು ಬದ್ಧತೆ ಎಲ್ಲರಿಗೂ ಮಾದರಿ. <box>478 1149 692 1182</box>
profile-name: ಬಿ.ಸರೋಜಾದೇವಿ <box>276 399 362 417</box>
